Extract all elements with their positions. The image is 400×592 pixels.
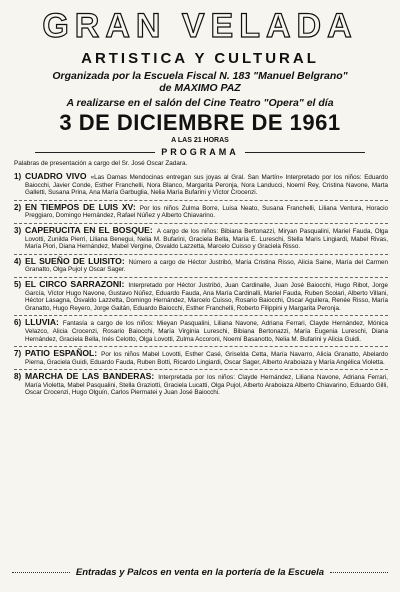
- event-hour: A LAS 21 HORAS: [171, 137, 229, 144]
- intro-text: Palabras de presentación a cargo del Sr. José Oscar Zadara.: [14, 160, 188, 167]
- program-item-head: [14, 203, 388, 220]
- program-item-title: EL SUEÑO DE LUISITO:: [25, 255, 125, 266]
- program-item: [14, 316, 388, 347]
- program-item-text: «Las Damas Mendocinas entregan sus joyas al Gral. San Martín» Interpretado por los niños: Eduardo Baiocchi, Javier Conde, Esther Franchelli, Nora Blanco, Margarita Peronja, Nora Landucci, Noemí Rey, Cristina Navone, Marta Galletti, Susana Prina, Ana María Garbuglia, Nelia María Bufarini y Víctor Crocenzi.: [25, 174, 389, 197]
- program-item-head: [14, 280, 388, 312]
- program-item-number: 5): [14, 279, 22, 289]
- program-item: [14, 170, 388, 201]
- program-item-text: Interpretada por los niños: Clayde Hernández, Liliana Navone, Adriana Ferrari, María Violetta, Mabel Pasqualini, Stella Graziotti, Graciela Lucatti, Olga Pujol, Alberto Araboiaza Alberto Chiavarino, Eduardo Gilli, Oscar Crocenzi, Hugo Olguín, Carlos Piermatei y Juan José Baiocchi.: [25, 374, 388, 397]
- organizer-line: Organizada por la Escuela Fiscal N. 183 "Manuel Belgrano": [52, 70, 348, 82]
- program-item: [14, 224, 388, 255]
- program-item-text: Fantasía a cargo de los niños: Mieyan Pasqualini, Liliana Navone, Adriana Ferrari, Clayde Hernández, Mónica Velazco, Alicia Crocenzi, Rosario Baiocchi, María Virginia Lureschi, Bibiana Bertonazzi, María Eugenia Lureschi, Diana Hernández, Graciela Bella, Inés Celotto, Olga Lovotti, Zulma Accoroni, Noemí Basanotto, Nelia M. Bufarini y Alicia Guidi.: [25, 320, 388, 343]
- event-date: 3 DE DICIEMBRE DE 1961: [59, 110, 341, 135]
- program-item-text: Interpretado por Héctor Justribó, Juan Cardinalle, Juan José Baiocchi, Hugo Ribot, Jorge García, Víctor Hugo Navone, Gustavo Núñez, Eduardo Fauda, Ana María Cardinalli, Mariel Fauda, Ruben Scolari, Alberto Villani, Héctor Lasagna, Osvaldo Lazzetta, Domingo Hernández, Marcelo Cuisso, Rosario Baiocchi, Oscar Aguilera, Renée Risso, María Granatto, Hugo Reyero, Jorge Gaitán, Eduardo Baiocchi, Esther Franchelli, Roberto Filippini y Margarita Peronja.: [25, 281, 388, 312]
- program-item-head: [14, 226, 388, 251]
- program-item-title: CUADRO VIVO: [25, 171, 87, 181]
- program-item-text: Número a cargo de Héctor Justribó, María Cristina Risso, Alicia Saine, María del Carmen Granatto, Olga Pujol y Oscar Sager.: [25, 258, 389, 274]
- program-item: [14, 347, 388, 370]
- tickets-text: Entradas y Palcos en venta en la portería de la Escuela: [75, 567, 325, 578]
- event-title: GRAN VELADA: [42, 7, 358, 45]
- program-item-number: 8): [14, 372, 22, 382]
- tickets-footer: [12, 567, 388, 578]
- program-item-number: 2): [14, 202, 22, 212]
- program-item-head: [14, 372, 388, 397]
- program-item-number: 4): [14, 256, 22, 266]
- program-item: [14, 201, 388, 224]
- program-item-number: 3): [14, 225, 22, 235]
- program-item-number: 6): [14, 318, 22, 328]
- divider-right: [245, 152, 365, 153]
- programa-heading-row: [8, 146, 392, 158]
- program-item-number: 7): [14, 349, 22, 359]
- program-item-head: [14, 257, 388, 274]
- programa-heading: PROGRAMA: [161, 146, 239, 157]
- footer-rule-left: [12, 572, 70, 573]
- program-item-head: [14, 172, 388, 197]
- program-item: [14, 278, 388, 316]
- program-item: [14, 255, 388, 278]
- program-item-title: EL CIRCO SARRAZONI:: [25, 278, 125, 289]
- program-item-title: EN TIEMPOS DE LUIS XV:: [25, 201, 136, 212]
- program-list: [8, 170, 392, 400]
- event-subtitle: ARTISTICA Y CULTURAL: [81, 50, 319, 67]
- program-item-text: Por los niños Mabel Lovotti, Esther Casé, Griselda Cetta, María Navarro, Alicia Granatto, Abelardo Pierna, Graciela Guidi, Eduardo Fauda, Ruben Botti, Ricardo Lingiardi, Oscar Sager, Alberto Araboiaza y María Angélica Violetta.: [25, 351, 388, 366]
- divider-left: [35, 152, 155, 153]
- program-item-head: [14, 349, 388, 366]
- program-item: [14, 370, 388, 400]
- program-item-title: CAPERUCITA EN EL BOSQUE:: [25, 224, 153, 235]
- program-item-title: PATIO ESPAÑOL:: [25, 348, 98, 359]
- program-item-text: A cargo de los niños: Bibiana Bertonazzi, Miryan Pasqualini, Mariel Fauda, Olga Lovotti, Zunilda Pierri, Liliana Benegui, Nelia M. Bufarini, Graciela Bella, María E. Lureschi, Stella Maris Lingiardi, Mabel Rivas, María Piori, Diana Hernández, Mabel Vergine, Osvaldo Lazzetta, Marcelo Cuisso y Graciela Risso.: [25, 227, 388, 251]
- program-item-title: LLUVIA:: [25, 317, 59, 328]
- program-item-title: MARCHA DE LAS BANDERAS:: [25, 371, 155, 382]
- program-item-number: 1): [14, 172, 22, 181]
- program-item-text: Por los niños Zulma Borre, Luisa Neato, Susana Franchelli, Liliana Ventura, Horacio Preggiaro, Domingo Hernández, Rafael Núñez y Alberto Chiavarino.: [25, 204, 389, 220]
- footer-rule-right: [330, 572, 388, 573]
- venue-line: A realizarse en el salón del Cine Teatro "Opera" el día: [66, 97, 334, 109]
- program-item-head: [14, 318, 388, 343]
- organizer-town: de MAXIMO PAZ: [159, 82, 241, 94]
